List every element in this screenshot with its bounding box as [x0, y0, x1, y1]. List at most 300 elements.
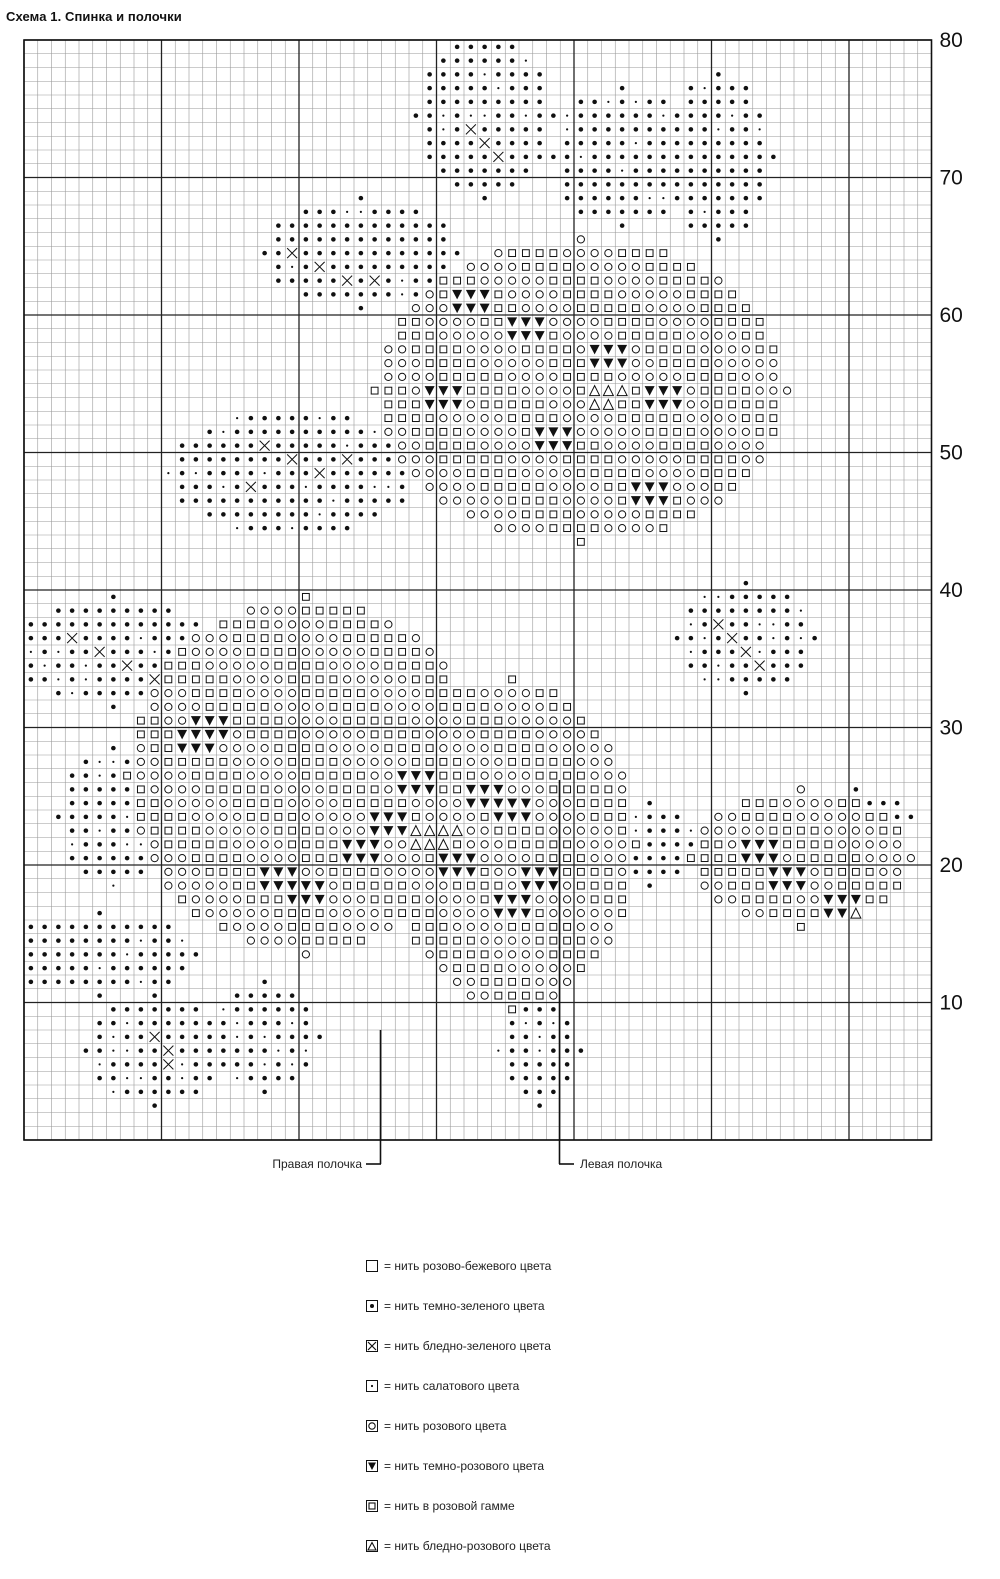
square-stitch [289, 731, 296, 738]
circle-stitch [687, 305, 694, 312]
circle-stitch [440, 662, 447, 669]
dot-stitch [331, 430, 336, 435]
cross-stitch [95, 647, 105, 657]
square-stitch [536, 401, 543, 408]
dot-stitch [262, 251, 267, 256]
square-stitch [770, 813, 777, 820]
square-stitch [137, 786, 144, 793]
dot-stitch [290, 1076, 295, 1081]
circle-stitch [729, 813, 736, 820]
dot-stitch [620, 155, 625, 160]
dot-stitch [579, 196, 584, 201]
square-stitch [481, 401, 488, 408]
circle-stitch [206, 648, 213, 655]
dot-stitch [400, 485, 405, 490]
dot-stitch [290, 485, 295, 490]
square-stitch [577, 951, 584, 958]
dot-stitch [441, 223, 446, 228]
circle-stitch [715, 277, 722, 284]
circle-stitch [550, 717, 557, 724]
circle-stitch [192, 813, 199, 820]
circle-stitch [797, 800, 804, 807]
triangle-stitch [287, 895, 297, 905]
dot-stitch [249, 526, 254, 531]
dot-stitch [194, 443, 199, 448]
square-stitch [261, 648, 268, 655]
dot-stitch [249, 1062, 254, 1067]
dot-stitch [716, 141, 721, 146]
square-stitch [632, 415, 639, 422]
square-stitch [481, 868, 488, 875]
right-front-label: Правая полочка [272, 1157, 362, 1171]
triangle-stitch [741, 840, 751, 850]
dot-stitch [84, 966, 89, 971]
dot-stitch [276, 1021, 281, 1026]
dot-stitch [730, 182, 735, 187]
square-stitch [742, 332, 749, 339]
dot-stitch [166, 1035, 171, 1040]
circle-stitch [674, 305, 681, 312]
dot-stitch [702, 168, 707, 173]
dot-stitch [317, 457, 322, 462]
circle-stitch [536, 373, 543, 380]
small-dot-stitch [222, 431, 224, 433]
triangle-stitch [370, 840, 380, 850]
square-stitch [151, 745, 158, 752]
square-stitch [715, 387, 722, 394]
square-stitch [605, 373, 612, 380]
dot-stitch [730, 196, 735, 201]
circle-stitch [275, 690, 282, 697]
square-stitch [220, 703, 227, 710]
dot-stitch [730, 155, 735, 160]
triangle-stitch [507, 909, 517, 919]
square-stitch [302, 841, 309, 848]
circle-stitch [454, 813, 461, 820]
circle-stitch [729, 896, 736, 903]
circle-stitch [454, 318, 461, 325]
small-dot-stitch [374, 486, 376, 488]
circle-stitch [880, 868, 887, 875]
circle-stitch [151, 690, 158, 697]
circle-stitch [729, 442, 736, 449]
square-stitch [179, 827, 186, 834]
dot-stitch [304, 1021, 309, 1026]
square-stitch [509, 401, 516, 408]
square-stitch [619, 250, 626, 257]
dot-stitch [730, 223, 735, 228]
triangle-stitch [590, 359, 600, 369]
small-dot-stitch [99, 775, 101, 777]
dot-stitch [152, 980, 157, 985]
circle-stitch [564, 978, 571, 985]
circle-stitch [412, 703, 419, 710]
triangle-stitch [548, 427, 558, 437]
dot-stitch [70, 980, 75, 985]
square-stitch [495, 731, 502, 738]
square-stitch [357, 937, 364, 944]
dot-stitch [441, 58, 446, 63]
square-stitch [220, 786, 227, 793]
square-stitch [412, 896, 419, 903]
dot-stitch [565, 1048, 570, 1053]
row-number-70: 70 [939, 166, 963, 190]
dot-stitch [537, 1021, 542, 1026]
square-stitch [371, 648, 378, 655]
square-stitch [495, 291, 502, 298]
circle-stitch [467, 992, 474, 999]
circle-stitch [247, 855, 254, 862]
dot-stitch [482, 127, 487, 132]
square-stitch [302, 758, 309, 765]
circle-stitch [454, 923, 461, 930]
dot-stitch [331, 443, 336, 448]
square-stitch [385, 648, 392, 655]
circle-stitch [632, 428, 639, 435]
small-dot-stitch [635, 101, 637, 103]
square-stitch [344, 621, 351, 628]
square-stitch [220, 772, 227, 779]
triangle-stitch [287, 867, 297, 877]
circle-stitch [234, 648, 241, 655]
dot-stitch [276, 430, 281, 435]
square-stitch [701, 291, 708, 298]
square-stitch [192, 841, 199, 848]
dot-stitch [565, 155, 570, 160]
dot-stitch [97, 677, 102, 682]
circle-stitch [742, 910, 749, 917]
square-stitch [564, 511, 571, 518]
small-dot-stitch [112, 1050, 114, 1052]
circle-stitch [536, 731, 543, 738]
dot-stitch [647, 155, 652, 160]
dot-stitch [317, 223, 322, 228]
circle-stitch [234, 841, 241, 848]
dot-stitch [70, 938, 75, 943]
square-stitch [385, 635, 392, 642]
circle-stitch [179, 703, 186, 710]
square-stitch [275, 717, 282, 724]
square-stitch [591, 868, 598, 875]
square-stitch [605, 470, 612, 477]
circle-stitch [646, 305, 653, 312]
circle-stitch [509, 442, 516, 449]
circle-stitch [577, 896, 584, 903]
circle-stitch [742, 373, 749, 380]
dot-stitch [317, 292, 322, 297]
dot-stitch [537, 100, 542, 105]
dot-stitch [125, 828, 130, 833]
dot-stitch [606, 168, 611, 173]
square-stitch [275, 896, 282, 903]
dot-stitch [592, 113, 597, 118]
dot-stitch [97, 608, 102, 613]
circle-stitch [522, 360, 529, 367]
dot-stitch [139, 1048, 144, 1053]
square-stitch [357, 786, 364, 793]
cross-stitch [150, 674, 160, 684]
square-stitch [577, 305, 584, 312]
square-stitch [399, 662, 406, 669]
square-stitch [371, 868, 378, 875]
square-stitch [701, 277, 708, 284]
circle-stitch [412, 868, 419, 875]
dot-stitch [537, 1007, 542, 1012]
dot-stitch [551, 1090, 556, 1095]
circle-stitch [509, 717, 516, 724]
small-dot-stitch [44, 665, 46, 667]
circle-stitch [564, 731, 571, 738]
square-stitch [440, 346, 447, 353]
square-stitch [426, 690, 433, 697]
circle-stitch [467, 263, 474, 270]
cross-stitch [246, 482, 256, 492]
dot-stitch [111, 1007, 116, 1012]
dot-stitch [565, 1076, 570, 1081]
circle-stitch [371, 662, 378, 669]
circle-stitch [385, 855, 392, 862]
square-stitch [522, 263, 529, 270]
small-dot-stitch [85, 678, 87, 680]
dot-stitch [689, 127, 694, 132]
circle-stitch [302, 868, 309, 875]
dot-stitch [359, 251, 364, 256]
dot-stitch [194, 1007, 199, 1012]
dot-stitch [620, 210, 625, 215]
dot-stitch [675, 828, 680, 833]
dot-stitch [372, 265, 377, 270]
circle-stitch [302, 731, 309, 738]
circle-stitch [357, 910, 364, 917]
dot-stitch [744, 155, 749, 160]
dot-stitch [565, 196, 570, 201]
square-stitch [165, 827, 172, 834]
triangle-stitch [823, 909, 833, 919]
circle-stitch [440, 965, 447, 972]
triangle-stitch [480, 799, 490, 809]
square-stitch [839, 882, 846, 889]
dot-stitch [42, 952, 47, 957]
circle-stitch [275, 621, 282, 628]
circle-stitch [742, 442, 749, 449]
square-stitch [330, 923, 337, 930]
circle-stitch [495, 511, 502, 518]
square-stitch [399, 415, 406, 422]
circle-stitch [179, 855, 186, 862]
square-stitch [385, 910, 392, 917]
circle-stitch [756, 442, 763, 449]
circle-stitch [509, 965, 516, 972]
dot-stitch [537, 1062, 542, 1067]
small-dot-stitch [374, 431, 376, 433]
dot-stitch [139, 663, 144, 668]
dot-stitch [29, 622, 34, 627]
circle-stitch [509, 291, 516, 298]
triangle-stitch [315, 881, 325, 891]
dot-stitch [125, 691, 130, 696]
open-triangle-stitch [438, 839, 448, 849]
circle-stitch [591, 318, 598, 325]
square-stitch [165, 841, 172, 848]
dot-stitch [372, 498, 377, 503]
dot-stitch [111, 787, 116, 792]
dot-stitch [689, 842, 694, 847]
triangle-stitch [548, 881, 558, 891]
circle-stitch [605, 250, 612, 257]
circle-stitch [234, 731, 241, 738]
dot-stitch [180, 636, 185, 641]
square-stitch [591, 813, 598, 820]
circle-stitch [344, 827, 351, 834]
dot-stitch [551, 1048, 556, 1053]
dot-stitch [744, 636, 749, 641]
triangle-stitch [191, 730, 201, 740]
square-stitch [701, 456, 708, 463]
circle-stitch [591, 937, 598, 944]
cross-stitch [150, 1032, 160, 1042]
circle-stitch [330, 813, 337, 820]
dot-stitch [675, 815, 680, 820]
circle-stitch [330, 731, 337, 738]
square-stitch [302, 910, 309, 917]
square-stitch [619, 470, 626, 477]
circle-stitch [701, 497, 708, 504]
small-dot-stitch [635, 816, 637, 818]
circle-stitch [770, 360, 777, 367]
circle-stitch [165, 868, 172, 875]
square-stitch [454, 772, 461, 779]
dot-stitch [290, 993, 295, 998]
triangle-stitch [260, 881, 270, 891]
circle-stitch [467, 827, 474, 834]
dot-stitch [427, 86, 432, 91]
triangle-stitch [452, 400, 462, 410]
circle-stitch [344, 896, 351, 903]
square-stitch [550, 360, 557, 367]
circle-stitch [220, 648, 227, 655]
dot-stitch [592, 168, 597, 173]
triangle-stitch [438, 386, 448, 396]
small-dot-stitch [525, 60, 527, 62]
square-stitch [839, 855, 846, 862]
square-stitch [729, 318, 736, 325]
circle-stitch [234, 758, 241, 765]
dot-stitch [207, 1021, 212, 1026]
square-stitch [852, 855, 859, 862]
circle-stitch [605, 910, 612, 917]
triangle-stitch [425, 386, 435, 396]
square-stitch [522, 758, 529, 765]
square-stitch [729, 483, 736, 490]
square-stitch [302, 937, 309, 944]
legend-text: = нить бледно-розового цвета [384, 1539, 551, 1553]
circle-stitch [894, 855, 901, 862]
triangle-stitch [315, 895, 325, 905]
square-stitch [206, 690, 213, 697]
dot-stitch [345, 251, 350, 256]
circle-stitch [357, 662, 364, 669]
triangle-stitch [507, 895, 517, 905]
circle-stitch [866, 827, 873, 834]
square-stitch [577, 855, 584, 862]
circle-stitch [261, 676, 268, 683]
square-stitch [605, 868, 612, 875]
circle-stitch [550, 305, 557, 312]
small-dot-stitch [140, 843, 142, 845]
square-stitch [261, 800, 268, 807]
square-stitch [564, 868, 571, 875]
circle-stitch [440, 483, 447, 490]
square-stitch [454, 360, 461, 367]
circle-stitch [467, 841, 474, 848]
square-stitch [302, 745, 309, 752]
triangle-stitch [768, 840, 778, 850]
circle-stitch [165, 690, 172, 697]
dot-stitch [716, 196, 721, 201]
small-dot-stitch [305, 1050, 307, 1052]
circle-stitch [550, 373, 557, 380]
circle-stitch [440, 731, 447, 738]
circle-stitch [866, 841, 873, 848]
square-stitch [467, 442, 474, 449]
square-stitch [660, 360, 667, 367]
circle-stitch [536, 360, 543, 367]
small-dot-stitch [800, 637, 802, 639]
circle-stitch [522, 525, 529, 532]
dot-stitch [304, 1062, 309, 1067]
triangle-stitch [521, 895, 531, 905]
dot-stitch [139, 952, 144, 957]
circle-stitch [481, 937, 488, 944]
triangle-stitch [535, 317, 545, 327]
dot-stitch [730, 663, 735, 668]
dot-stitch [125, 938, 130, 943]
square-stitch [344, 786, 351, 793]
dot-stitch [881, 801, 886, 806]
dot-stitch [592, 155, 597, 160]
circle-stitch [619, 456, 626, 463]
square-stitch [591, 951, 598, 958]
square-stitch [674, 442, 681, 449]
small-dot-stitch [85, 665, 87, 667]
dot-stitch [702, 100, 707, 105]
square-stitch [385, 717, 392, 724]
dot-stitch [194, 1076, 199, 1081]
circle-stitch [454, 896, 461, 903]
dot-stitch [441, 86, 446, 91]
square-stitch [467, 717, 474, 724]
dot-stitch [647, 828, 652, 833]
square-stitch [522, 346, 529, 353]
dot-stitch [455, 100, 460, 105]
dot-stitch [276, 471, 281, 476]
square-stitch [591, 456, 598, 463]
dot-stitch [386, 210, 391, 215]
cross-stitch [727, 633, 737, 643]
circle-stitch [151, 786, 158, 793]
dot-stitch [386, 278, 391, 283]
square-stitch [729, 373, 736, 380]
dot-stitch [70, 925, 75, 930]
circle-stitch [894, 841, 901, 848]
dot-stitch [139, 1062, 144, 1067]
square-stitch [467, 772, 474, 779]
dot-stitch [152, 1021, 157, 1026]
circle-stitch [467, 745, 474, 752]
dot-stitch [331, 526, 336, 531]
dot-stitch [111, 966, 116, 971]
dot-stitch [469, 45, 474, 50]
